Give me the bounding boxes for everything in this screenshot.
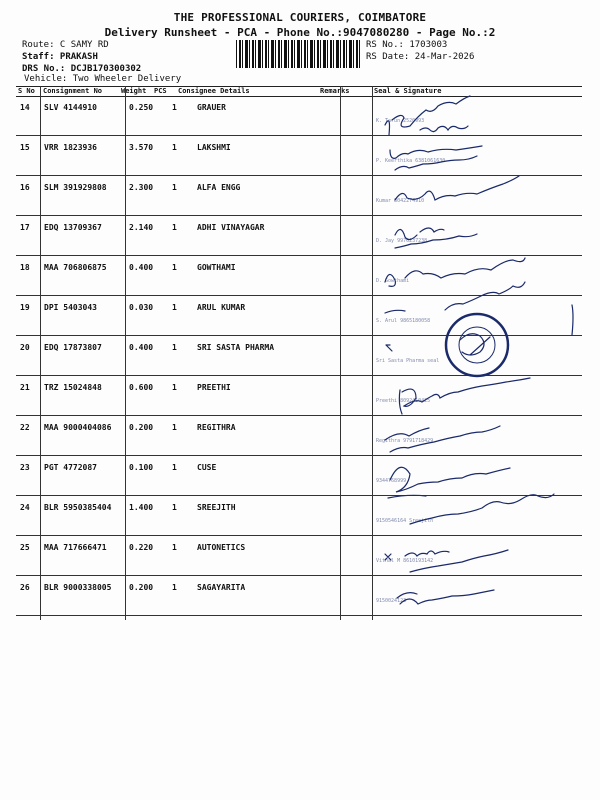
row-consignee: ARUL KUMAR <box>197 303 246 312</box>
row-sno: 25 <box>20 543 30 552</box>
row-consignment-no: EDQ 13709367 <box>44 223 102 232</box>
row-weight: 0.200 <box>129 423 154 432</box>
row-weight: 2.300 <box>129 183 154 192</box>
row-signature-text: Preethi 8092410425 <box>376 398 431 404</box>
row-signature-text: Vithal M 8610193142 <box>376 558 434 564</box>
row-signature-text: Kumar 8042274910 <box>376 198 425 204</box>
page-title: THE PROFESSIONAL COURIERS, COIMBATORE <box>173 11 427 24</box>
signature-stroke <box>385 550 508 572</box>
signature-stroke <box>395 156 477 170</box>
drs-label: DRS No.: DCJB170300302 <box>22 64 142 74</box>
row-signature-text: P. Keerthika 6381061630 <box>376 158 446 164</box>
row-signature-text: Regithra 9791718429 <box>376 438 434 444</box>
col-seal-signature: Seal & Signature <box>374 87 442 95</box>
runsheet-subtitle: Delivery Runsheet - PCA - Phone No.:9047080280 - Page No.:2 <box>104 26 496 39</box>
row-sno: 24 <box>20 503 30 512</box>
seal-stamp <box>446 314 508 376</box>
row-signature-text: K. Tarun 2520993 <box>376 118 425 124</box>
row-consignment-no: EDQ 17873807 <box>44 343 102 352</box>
col-weight: Weight <box>121 87 147 95</box>
row-sno: 23 <box>20 463 30 472</box>
row-pcs: 1 <box>172 503 177 512</box>
row-sno: 22 <box>20 423 30 432</box>
row-sno: 14 <box>20 103 30 112</box>
row-consignee: PREETHI <box>197 383 231 392</box>
rs-no-label: RS No.: 1703003 <box>366 40 448 50</box>
staff-label: Staff: PRAKASH <box>22 52 98 62</box>
vehicle-label: Vehicle: Two Wheeler Delivery <box>24 74 182 84</box>
signature-stroke <box>388 467 510 498</box>
row-consignment-no: MAA 9000404086 <box>44 423 112 432</box>
col-consignment: Consignment No <box>43 87 103 95</box>
row-pcs: 1 <box>172 343 177 352</box>
col-remarks: Remarks <box>320 87 350 95</box>
row-consignment-no: BLR 5950385404 <box>44 503 112 512</box>
col-consignee: Consignee Details <box>178 87 250 95</box>
row-consignment-no: MAA 717666471 <box>44 543 107 552</box>
row-consignment-no: PGT 4772087 <box>44 463 97 472</box>
signature-stroke <box>385 96 470 135</box>
row-consignee: ALFA ENGG <box>197 183 241 192</box>
row-consignee: REGITHRA <box>197 423 236 432</box>
row-weight: 0.200 <box>129 583 154 592</box>
row-pcs: 1 <box>172 143 177 152</box>
row-pcs: 1 <box>172 303 177 312</box>
signature-stroke <box>386 345 392 351</box>
signature-stroke <box>395 228 477 248</box>
row-consignee: LAKSHMI <box>197 143 231 152</box>
signature-stroke <box>385 426 500 452</box>
row-weight: 3.570 <box>129 143 154 152</box>
rs-date-label: RS Date: 24-Mar-2026 <box>366 52 475 62</box>
signature-stroke <box>410 494 554 524</box>
signature-stroke <box>399 378 530 414</box>
row-consignee: SRI SASTA PHARMA <box>197 343 275 352</box>
row-signature-text: 9150024123 <box>376 598 407 604</box>
row-consignment-no: SLM 391929808 <box>44 183 107 192</box>
row-signature-text: 9344768999 <box>376 478 407 484</box>
signature-stroke <box>460 334 490 355</box>
row-consignment-no: SLV 4144910 <box>44 103 97 112</box>
row-pcs: 1 <box>172 463 177 472</box>
row-consignee: GOWTHAMI <box>197 263 236 272</box>
row-consignment-no: BLR 9000338005 <box>44 583 112 592</box>
row-consignment-no: VRR 1823936 <box>44 143 97 152</box>
row-consignee: SAGAYARITA <box>197 583 246 592</box>
row-weight: 0.100 <box>129 463 154 472</box>
row-sno: 26 <box>20 583 30 592</box>
row-consignee: CUSE <box>197 463 217 472</box>
row-weight: 2.140 <box>129 223 154 232</box>
signature-stroke <box>395 176 519 200</box>
row-weight: 0.400 <box>129 343 154 352</box>
row-weight: 0.030 <box>129 303 154 312</box>
col-pcs: PCS <box>154 87 167 95</box>
row-weight: 0.220 <box>129 543 154 552</box>
row-signature-text: Sri Sasta Pharma seal <box>376 358 440 364</box>
row-sno: 16 <box>20 183 30 192</box>
signature-stroke <box>390 146 482 158</box>
row-consignment-no: MAA 706806875 <box>44 263 107 272</box>
row-signature-text: D. Gowthami <box>376 278 410 284</box>
row-consignment-no: DPI 5403043 <box>44 303 97 312</box>
row-sno: 21 <box>20 383 30 392</box>
row-consignee: GRAUER <box>197 103 226 112</box>
signature-stroke <box>420 126 468 132</box>
row-pcs: 1 <box>172 183 177 192</box>
row-pcs: 1 <box>172 543 177 552</box>
signature-stroke <box>385 258 525 286</box>
row-sno: 17 <box>20 223 30 232</box>
row-pcs: 1 <box>172 583 177 592</box>
row-pcs: 1 <box>172 383 177 392</box>
row-weight: 0.400 <box>129 263 154 272</box>
row-consignee: AUTONETICS <box>197 543 246 552</box>
row-sno: 15 <box>20 143 30 152</box>
row-pcs: 1 <box>172 103 177 112</box>
row-consignee: SREEJITH <box>197 503 236 512</box>
col-sno: S No <box>18 87 35 95</box>
row-signature-text: D. Jay 9976237238 <box>376 238 428 244</box>
row-sno: 19 <box>20 303 30 312</box>
row-weight: 1.400 <box>129 503 154 512</box>
row-sno: 20 <box>20 343 30 352</box>
row-pcs: 1 <box>172 263 177 272</box>
seal-stamp <box>459 327 495 363</box>
row-weight: 0.250 <box>129 103 154 112</box>
row-weight: 0.600 <box>129 383 154 392</box>
row-sno: 18 <box>20 263 30 272</box>
row-signature-text: 9150546164 Sreejith <box>376 518 434 524</box>
row-pcs: 1 <box>172 223 177 232</box>
row-consignee: ADHI VINAYAGAR <box>197 223 265 232</box>
row-signature-text: S. Arul 9865180058 <box>376 318 431 324</box>
signature-stroke <box>397 590 494 604</box>
row-pcs: 1 <box>172 423 177 432</box>
route-label: Route: C SAMY RD <box>22 40 109 50</box>
row-consignment-no: TRZ 15024848 <box>44 383 102 392</box>
